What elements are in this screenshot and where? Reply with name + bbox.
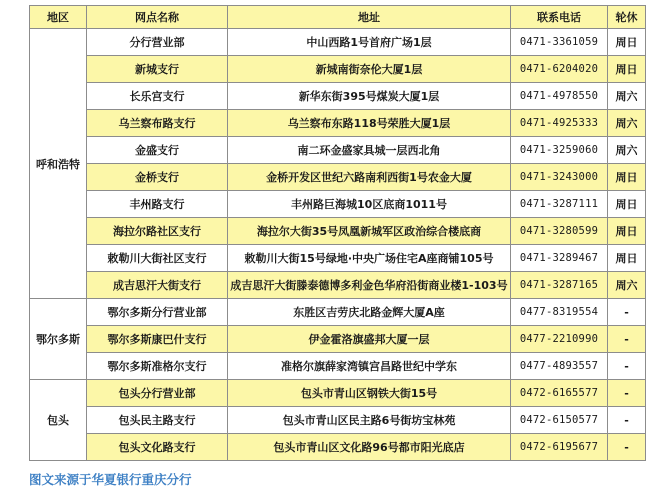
address-cell: 金桥开发区世纪六路南利西街1号农金大厦 — [228, 164, 511, 191]
rest-day-cell: 周六 — [608, 137, 646, 164]
table-row — [30, 353, 646, 380]
rest-day-cell: - — [608, 326, 646, 353]
image-source-caption: 图文来源于华夏银行重庆分行 — [29, 472, 192, 487]
address-cell: 南二环金盛家具城一层西北角 — [228, 137, 511, 164]
rest-day-cell: 周日 — [608, 191, 646, 218]
branch-name-cell: 包头文化路支行 — [87, 434, 228, 461]
address-cell: 丰州路巨海城10区底商1011号 — [228, 191, 511, 218]
address-cell: 敕勒川大街15号绿地·中央广场住宅A座商铺105号 — [228, 245, 511, 272]
branch-name-cell: 金盛支行 — [87, 137, 228, 164]
branch-name-cell: 海拉尔路社区支行 — [87, 218, 228, 245]
rest-day-cell: 周日 — [608, 56, 646, 83]
rest-day-cell: - — [608, 353, 646, 380]
phone-cell: 0471-3287165 — [511, 272, 608, 299]
table-row — [30, 434, 646, 461]
header-row — [30, 6, 646, 29]
branch-table-container — [29, 5, 645, 461]
phone-cell: 0471-4978550 — [511, 83, 608, 110]
rest-day-cell: - — [608, 299, 646, 326]
table-row — [30, 272, 646, 299]
address-cell: 中山西路1号首府广场1层 — [228, 29, 511, 56]
header-address: 地址 — [228, 6, 511, 29]
rest-day-cell: 周日 — [608, 164, 646, 191]
table-header — [30, 6, 646, 29]
rest-day-cell: 周六 — [608, 272, 646, 299]
phone-cell: 0471-3243000 — [511, 164, 608, 191]
address-cell: 新城南街奈伦大厦1层 — [228, 56, 511, 83]
table-row — [30, 56, 646, 83]
address-cell: 包头市青山区文化路96号都市阳光底店 — [228, 434, 511, 461]
address-cell: 包头市青山区钢铁大街15号 — [228, 380, 511, 407]
address-cell: 包头市青山区民主路6号街坊宝林苑 — [228, 407, 511, 434]
phone-cell: 0472-6195677 — [511, 434, 608, 461]
branch-name-cell: 长乐宫支行 — [87, 83, 228, 110]
rest-day-cell: 周日 — [608, 245, 646, 272]
header-branch-name: 网点名称 — [87, 6, 228, 29]
table-row — [30, 164, 646, 191]
branch-name-cell: 丰州路支行 — [87, 191, 228, 218]
phone-cell: 0471-3289467 — [511, 245, 608, 272]
rest-day-cell: 周六 — [608, 83, 646, 110]
phone-cell: 0472-6150577 — [511, 407, 608, 434]
table-row — [30, 191, 646, 218]
rest-day-cell: - — [608, 380, 646, 407]
branch-name-cell: 鄂尔多斯准格尔支行 — [87, 353, 228, 380]
branch-name-cell: 成吉思汗大街支行 — [87, 272, 228, 299]
phone-cell: 0477-8319554 — [511, 299, 608, 326]
branch-name-cell: 敕勒川大街社区支行 — [87, 245, 228, 272]
phone-cell: 0471-3361059 — [511, 29, 608, 56]
rest-day-cell: 周六 — [608, 110, 646, 137]
branch-name-cell: 金桥支行 — [87, 164, 228, 191]
rest-day-cell: - — [608, 434, 646, 461]
region-cell: 鄂尔多斯 — [30, 299, 87, 380]
table-row — [30, 407, 646, 434]
phone-cell: 0471-3287111 — [511, 191, 608, 218]
branch-name-cell: 乌兰察布路支行 — [87, 110, 228, 137]
header-rest-day: 轮休 — [608, 6, 646, 29]
table-row — [30, 110, 646, 137]
phone-cell: 0477-4893557 — [511, 353, 608, 380]
table-body — [30, 29, 646, 461]
table-row — [30, 29, 646, 56]
address-cell: 准格尔旗薛家湾镇宫昌路世纪中学东 — [228, 353, 511, 380]
phone-cell: 0472-6165577 — [511, 380, 608, 407]
address-cell: 新华东街395号煤炭大厦1层 — [228, 83, 511, 110]
table-row — [30, 326, 646, 353]
rest-day-cell: - — [608, 407, 646, 434]
branch-name-cell: 鄂尔多斯康巴什支行 — [87, 326, 228, 353]
phone-cell: 0471-4925333 — [511, 110, 608, 137]
branch-name-cell: 包头民主路支行 — [87, 407, 228, 434]
table-row — [30, 83, 646, 110]
table-row — [30, 218, 646, 245]
table-row — [30, 380, 646, 407]
rest-day-cell: 周日 — [608, 218, 646, 245]
branch-name-cell: 包头分行营业部 — [87, 380, 228, 407]
table-row — [30, 299, 646, 326]
phone-cell: 0471-6204020 — [511, 56, 608, 83]
address-cell: 东胜区吉劳庆北路金辉大厦A座 — [228, 299, 511, 326]
region-cell: 包头 — [30, 380, 87, 461]
address-cell: 海拉尔大街35号凤凰新城军区政治综合楼底商 — [228, 218, 511, 245]
phone-cell: 0477-2210990 — [511, 326, 608, 353]
phone-cell: 0471-3259060 — [511, 137, 608, 164]
address-cell: 乌兰察布东路118号荣胜大厦1层 — [228, 110, 511, 137]
table-row — [30, 137, 646, 164]
branch-table — [29, 5, 646, 461]
phone-cell: 0471-3280599 — [511, 218, 608, 245]
header-region: 地区 — [30, 6, 87, 29]
address-cell: 伊金霍洛旗盛邦大厦一层 — [228, 326, 511, 353]
table-row — [30, 245, 646, 272]
branch-name-cell: 鄂尔多斯分行营业部 — [87, 299, 228, 326]
branch-name-cell: 分行营业部 — [87, 29, 228, 56]
header-phone: 联系电话 — [511, 6, 608, 29]
address-cell: 成吉思汗大街滕泰德博多利金色华府沿街商业楼1-103号 — [228, 272, 511, 299]
region-cell: 呼和浩特 — [30, 29, 87, 299]
rest-day-cell: 周日 — [608, 29, 646, 56]
branch-name-cell: 新城支行 — [87, 56, 228, 83]
